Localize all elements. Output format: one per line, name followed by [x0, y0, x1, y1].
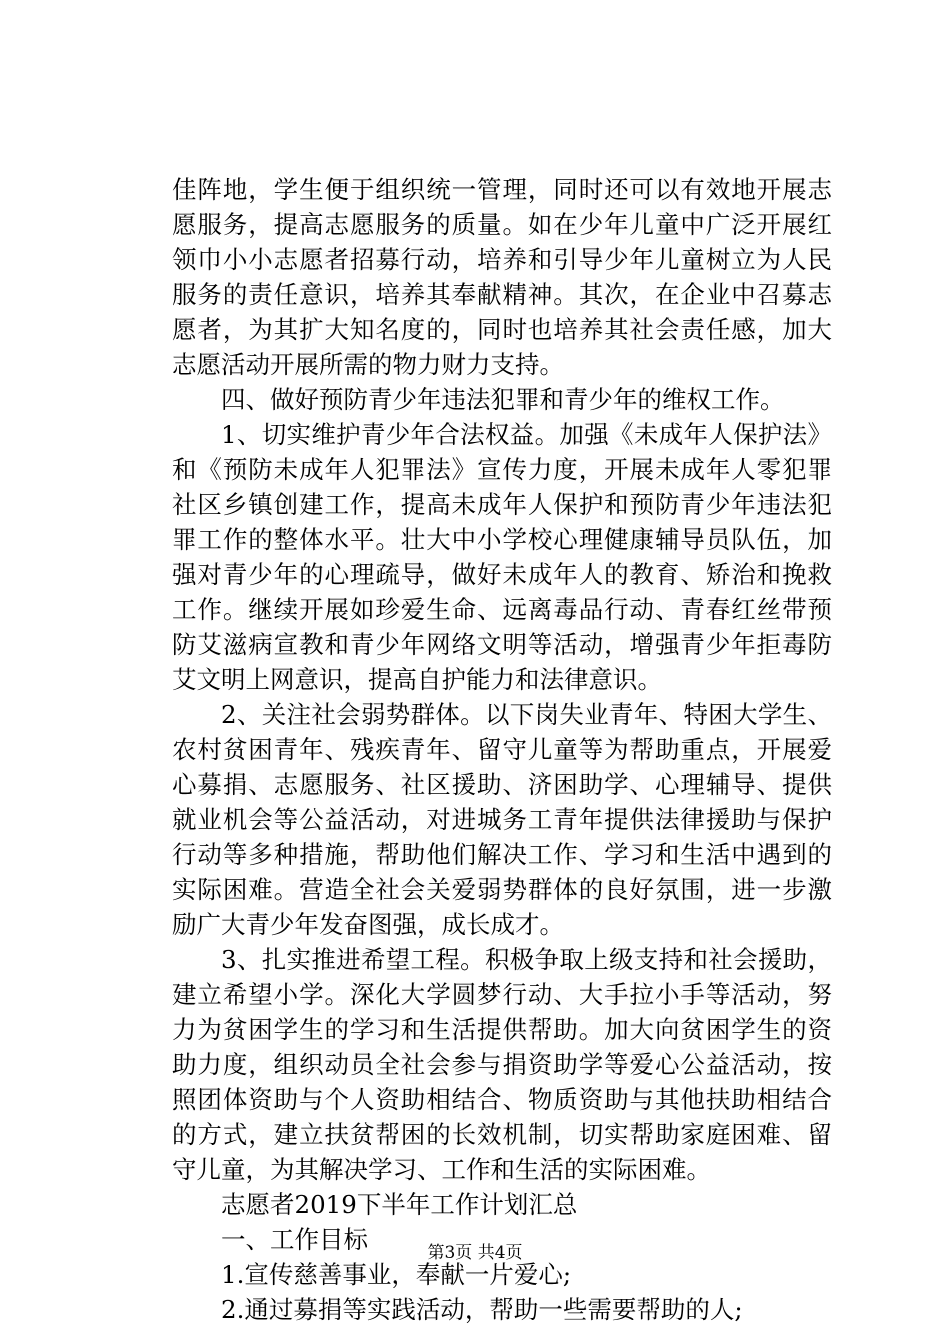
goal-item-1: 1.宣传慈善事业，奉献一片爱心;: [221, 1260, 572, 1289]
section-heading-prevention: 四、做好预防青少年违法犯罪和青少年的维权工作。: [221, 385, 785, 414]
goal-item-2: 2.通过募捐等实践活动，帮助一些需要帮助的人;: [221, 1295, 743, 1324]
paragraph-volunteer-base: 佳阵地，学生便于组织统一管理，同时还可以有效地开展志愿服务，提高志愿服务的质量。如在少年儿童中广泛开展红领巾小小志愿者招募行动，培养和引导少年儿童树立为人民服务的责任意识，培养其奉献精神。其次，在企业中召募志愿者，为其扩大知名度的，同时也培养其社会责任感，加大志愿活动开展所需的物力财力支持。: [172, 175, 832, 379]
paragraph-hope-project: 3、扎实推进希望工程。积极争取上级支持和社会援助，建立希望小学。深化大学圆梦行动、大手拉小手等活动，努力为贫困学生的学习和生活提供帮助。加大向贫困学生的资助力度，组织动员全社会参与捐资助学等爱心公益活动，按照团体资助与个人资助相结合、物质资助与其他扶助相结合的方式，建立扶贫帮困的长效机制，切实帮助家庭困难、留守儿童，为其解决学习、工作和生活的实际困难。: [172, 945, 832, 1184]
plan-title: 志愿者2019下半年工作计划汇总: [221, 1190, 578, 1219]
page-footer: 第3页 共4页: [427, 1243, 523, 1263]
document-body: [172, 172, 832, 1327]
paragraph-vulnerable-groups: 2、关注社会弱势群体。以下岗失业青年、特困大学生、农村贫困青年、残疾青年、留守儿童等为帮助重点，开展爱心募捐、志愿服务、社区援助、济困助学、心理辅导、提供就业机会等公益活动，对进城务工青年提供法律援助与保护行动等多种措施，帮助他们解决工作、学习和生活中遇到的实际困难。营造全社会关爱弱势群体的良好氛围，进一步激励广大青少年发奋图强，成长成才。: [172, 700, 832, 939]
paragraph-protect-rights: 1、切实维护青少年合法权益。加强《未成年人保护法》和《预防未成年人犯罪法》宣传力度，开展未成年人零犯罪社区乡镇创建工作，提高未成年人保护和预防青少年违法犯罪工作的整体水平。壮大中小学校心理健康辅导员队伍，加强对青少年的心理疏导，做好未成年人的教育、矫治和挽救工作。继续开展如珍爱生命、远离毒品行动、青春红丝带预防艾滋病宣教和青少年网络文明等活动，增强青少年拒毒防艾文明上网意识，提高自护能力和法律意识。: [172, 420, 832, 694]
section-heading-goals: 一、工作目标: [221, 1225, 368, 1254]
